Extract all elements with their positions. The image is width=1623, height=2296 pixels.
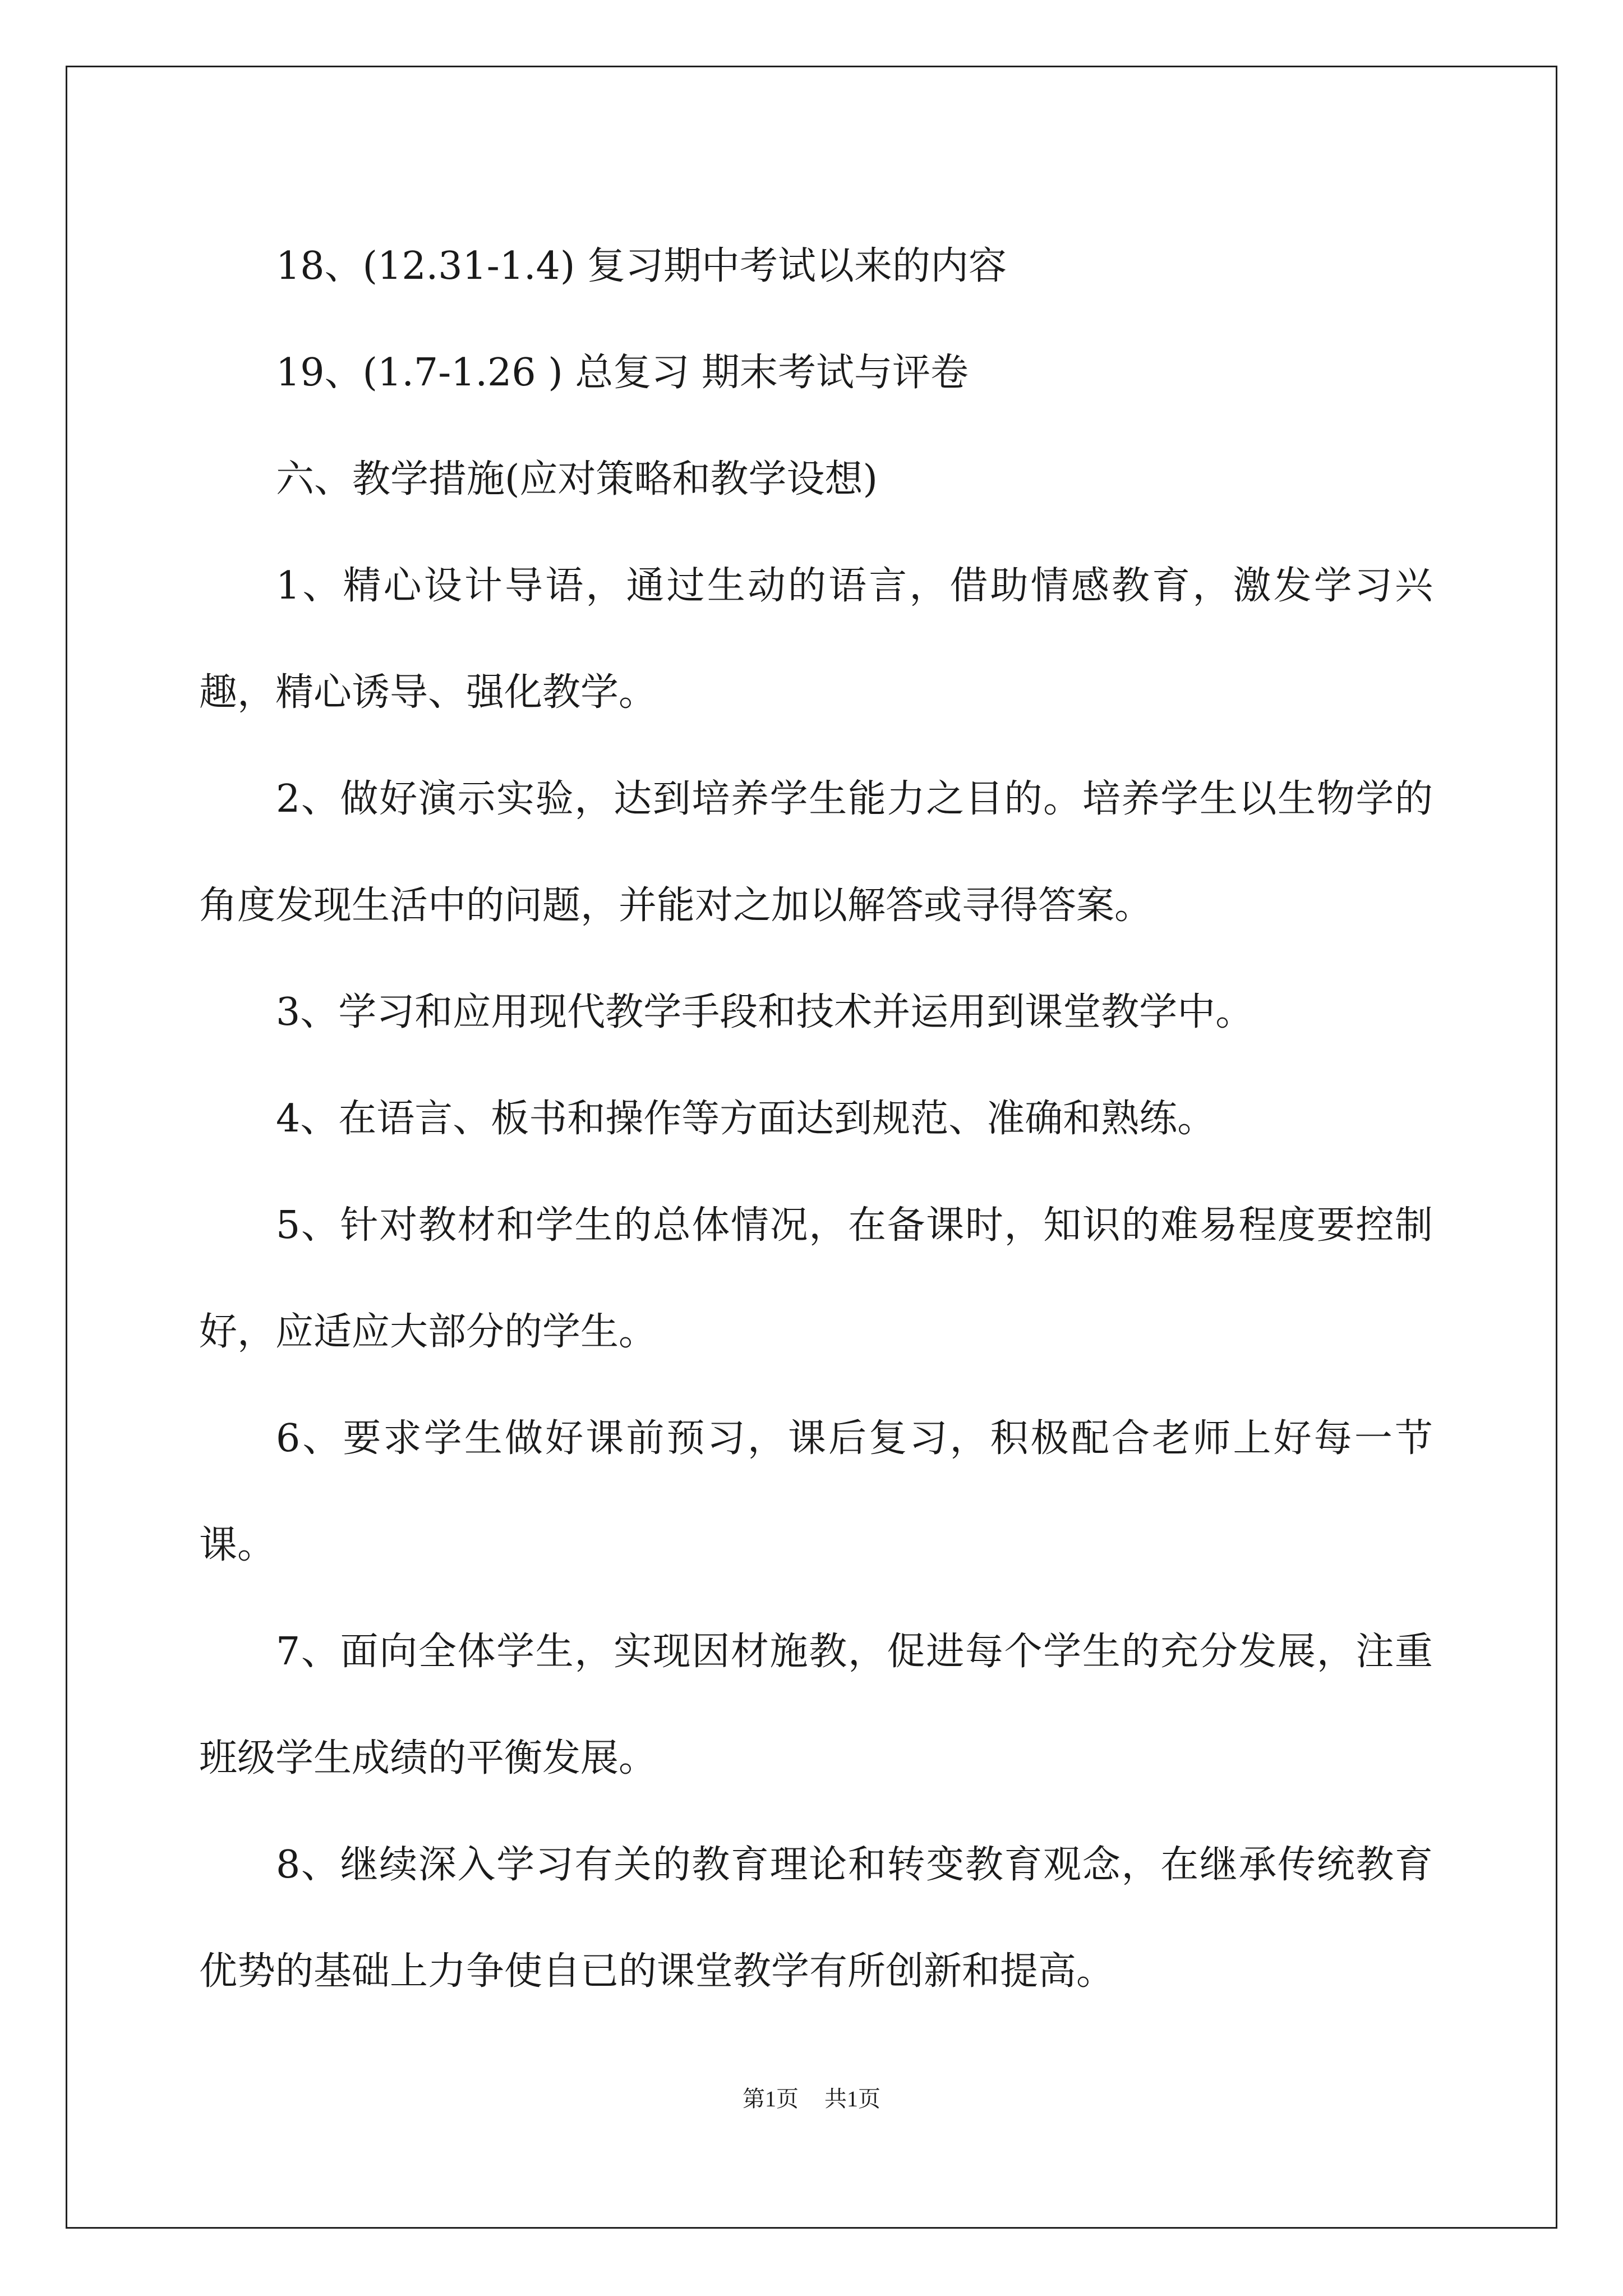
paragraph-measure-6: 6、要求学生做好课前预习，课后复习，积极配合老师上好每一节课。 [199,1416,1433,1567]
paragraph-measure-7: 7、面向全体学生，实现因材施教，促进每个学生的充分发展，注重班级学生成绩的平衡发展。 [199,1630,1433,1780]
paragraph-measure-8: 8、继续深入学习有关的教育理论和转变教育观念，在继承传统教育优势的基础上力争使自已的课堂教学有所创新和提高。 [199,1843,1433,1994]
page-footer [0,2081,1623,2113]
paragraph-measure-4: 4、在语言、板书和操作等方面达到规范、准确和熟练。 [276,1097,1216,1141]
paragraph-item-19: 19、(1.7-1.26 ) 总复习 期末考试与评卷 [276,351,969,395]
paragraph-item-18: 18、(12.31-1.4) 复习期中考试以来的内容 [276,244,1007,288]
paragraph-measure-5: 5、针对教材和学生的总体情况，在备课时，知识的难易程度要控制好，应适应大部分的学生。 [199,1203,1433,1354]
paragraph-measure-1: 1、精心设计导语，通过生动的语言，借助情感教育，激发学习兴趣，精心诱导、强化教学。 [199,564,1433,715]
paragraph-measure-2: 2、做好演示实验，达到培养学生能力之目的。培养学生以生物学的角度发现生活中的问题，并能对之加以解答或寻得答案。 [199,777,1433,928]
section-heading-teaching-measures: 六、教学措施(应对策略和教学设想) [276,457,878,501]
paragraph-measure-3: 3、学习和应用现代教学手段和技术并运用到课堂教学中。 [276,990,1254,1034]
page-total: 共1页 [824,2086,880,2111]
document-body [199,213,1433,2025]
page-number: 第1页 [743,2086,799,2111]
